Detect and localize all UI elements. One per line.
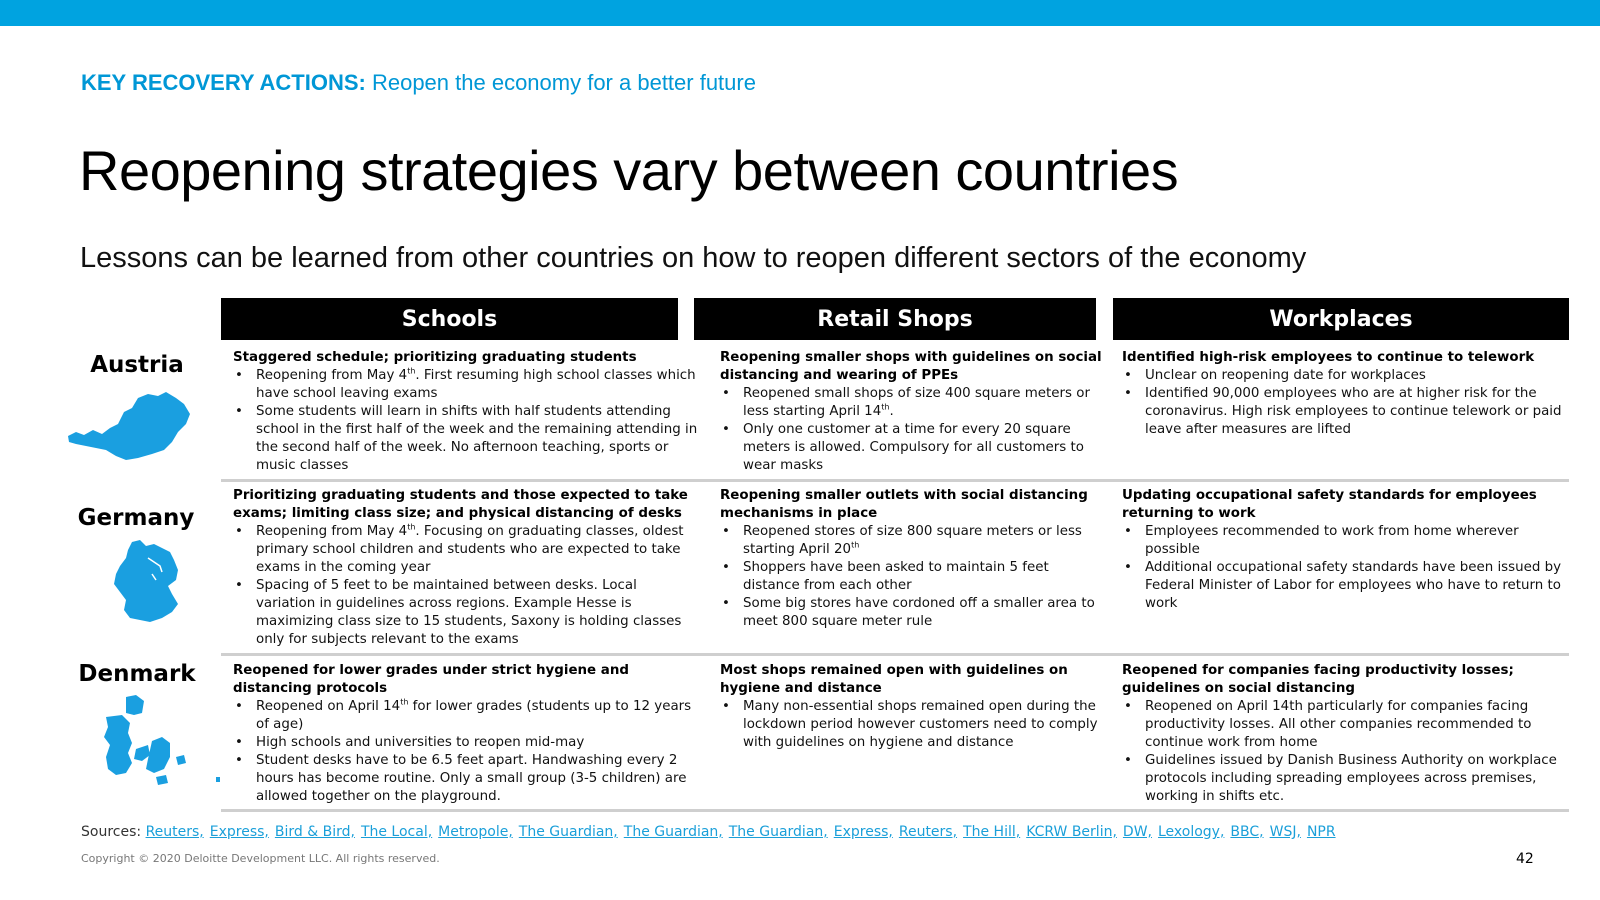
list-item: • Reopened on April 14th particularly for companies facing productivity losses. All other companies recommended to continue work from home	[1122, 698, 1572, 752]
list-item: • Some big stores have cordoned off a smaller area to meet 800 square meter rule	[720, 595, 1102, 631]
list-item: • Reopened small shops of size 400 square meters or less starting April 14th.	[720, 385, 1102, 421]
source-link[interactable]: The Guardian,	[728, 824, 828, 840]
top-accent-bar	[0, 0, 1600, 26]
list-item: • Reopening from May 4th. Focusing on graduating classes, oldest primary school children and students who are expected to take exams in the coming year	[233, 523, 698, 577]
source-link[interactable]: Reuters,	[145, 824, 204, 840]
list-item: • Employees recommended to work from home wherever possible	[1122, 523, 1572, 559]
kicker-text: Reopen the economy for a better future	[365, 70, 756, 95]
cell-germany-schools	[233, 487, 698, 649]
list-item: • Shoppers have been asked to maintain 5 feet distance from each other	[720, 559, 1102, 595]
source-link[interactable]: The Local,	[360, 824, 433, 840]
bullet-list	[720, 698, 1102, 752]
list-item: • Reopened on April 14th for lower grades (students up to 12 years of age)	[233, 698, 698, 734]
cell-title: Most shops remained open with guidelines on hygiene and distance	[720, 663, 1068, 696]
cell-title: Identified high-risk employees to continue to telework	[1122, 350, 1535, 365]
source-link[interactable]: Lexology,	[1158, 824, 1225, 840]
kicker-label: KEY RECOVERY ACTIONS:	[81, 70, 366, 95]
source-link[interactable]: Reuters,	[898, 824, 958, 840]
page-number: 42	[1516, 851, 1534, 867]
list-item: • Only one customer at a time for every 20 square meters is allowed. Compulsory for all customers to wear masks	[720, 421, 1102, 475]
bullet-list	[233, 698, 698, 806]
copyright: Copyright © 2020 Deloitte Development LLC. All rights reserved.	[81, 852, 440, 865]
source-link[interactable]: NPR	[1306, 824, 1336, 840]
list-item: • Identified 90,000 employees who are at higher risk for the coronavirus. High risk employees to continue telework or paid leave after measures are lifted	[1122, 385, 1572, 439]
cell-title: Reopening smaller outlets with social distancing mechanisms in place	[720, 488, 1088, 521]
row-divider	[221, 479, 1569, 482]
germany-map-icon	[110, 538, 186, 624]
list-item: • Additional occupational safety standards have been issued by Federal Minister of Labor for employees who have to return to work	[1122, 559, 1572, 613]
bullet-list	[1122, 367, 1572, 439]
cell-austria-workplaces	[1122, 349, 1572, 439]
source-link[interactable]: DW,	[1122, 824, 1152, 840]
source-link[interactable]: Bird & Bird,	[274, 824, 355, 840]
source-link[interactable]: Express,	[833, 824, 893, 840]
bullet-list	[233, 367, 698, 475]
column-header-schools: Schools	[221, 298, 678, 340]
cell-austria-schools	[233, 349, 698, 475]
bullet-list	[720, 523, 1102, 631]
list-item: • Student desks have to be 6.5 feet apart. Handwashing every 2 hours has become routine. Only a small group (3-5 children) are allowed together on the playground.	[233, 752, 698, 806]
source-link[interactable]: KCRW Berlin,	[1026, 824, 1117, 840]
source-link[interactable]: Metropole,	[438, 824, 513, 840]
source-link[interactable]: The Hill,	[963, 824, 1021, 840]
row-divider	[221, 653, 1569, 656]
country-label-austria: Austria	[90, 352, 184, 378]
list-item: • Unclear on reopening date for workplaces	[1122, 367, 1572, 385]
cell-denmark-schools	[233, 662, 698, 806]
cell-denmark-retail	[720, 662, 1102, 752]
page-subtitle: Lessons can be learned from other countries on how to reopen different sectors of the economy	[80, 242, 1307, 274]
bullet-list	[1122, 523, 1572, 613]
cell-title: Reopened for companies facing productivity losses; guidelines on social distancing	[1122, 663, 1514, 696]
bullet-list	[233, 523, 698, 649]
cell-denmark-workplaces	[1122, 662, 1572, 806]
cell-austria-retail	[720, 349, 1102, 475]
list-item: • Spacing of 5 feet to be maintained between desks. Local variation in guidelines across regions. Example Hesse is maximizing class size to 15 students, Saxony is holding classes only for subjects relevant to the exams	[233, 577, 698, 649]
sources-line	[81, 824, 1342, 840]
austria-map-icon	[66, 388, 192, 464]
list-item: • Reopened stores of size 800 square meters or less starting April 20th	[720, 523, 1102, 559]
list-item: • Reopening from May 4th. First resuming high school classes which have school leaving exams	[233, 367, 698, 403]
column-header-retail-shops: Retail Shops	[694, 298, 1096, 340]
country-label-denmark: Denmark	[78, 661, 196, 687]
source-link[interactable]: BBC,	[1230, 824, 1264, 840]
sources-links	[146, 824, 1342, 840]
column-header-workplaces: Workplaces	[1113, 298, 1569, 340]
cell-title: Updating occupational safety standards for employees returning to work	[1122, 488, 1537, 521]
source-link[interactable]: Express,	[209, 824, 269, 840]
denmark-map-icon	[100, 693, 224, 791]
source-link[interactable]: The Guardian,	[518, 824, 618, 840]
source-link[interactable]: The Guardian,	[623, 824, 723, 840]
bullet-list	[1122, 698, 1572, 806]
cell-germany-retail	[720, 487, 1102, 631]
source-link[interactable]: WSJ,	[1269, 824, 1301, 840]
sources-label: Sources:	[81, 824, 142, 840]
page-title: Reopening strategies vary between countries	[79, 139, 1179, 202]
list-item: • High schools and universities to reopen mid-may	[233, 734, 698, 752]
country-label-germany: Germany	[77, 505, 195, 531]
list-item: • Guidelines issued by Danish Business Authority on workplace protocols including spreading employees across premises, working in shifts etc.	[1122, 752, 1572, 806]
bullet-list	[720, 385, 1102, 475]
section-kicker	[81, 70, 756, 96]
cell-title: Reopening smaller shops with guidelines on social distancing and wearing of PPEs	[720, 350, 1102, 383]
cell-title: Staggered schedule; prioritizing graduating students	[233, 350, 637, 365]
list-item: • Some students will learn in shifts with half students attending school in the first half of the week and the remaining attending in the second half of the week. No afternoon teaching, sports or music classes	[233, 403, 698, 475]
cell-germany-workplaces	[1122, 487, 1572, 613]
cell-title: Reopened for lower grades under strict hygiene and distancing protocols	[233, 663, 629, 696]
cell-title: Prioritizing graduating students and those expected to take exams; limiting class size; and physical distancing of desks	[233, 488, 688, 521]
row-divider	[221, 809, 1569, 812]
list-item: • Many non-essential shops remained open during the lockdown period however customers need to comply with guidelines on hygiene and distance	[720, 698, 1102, 752]
